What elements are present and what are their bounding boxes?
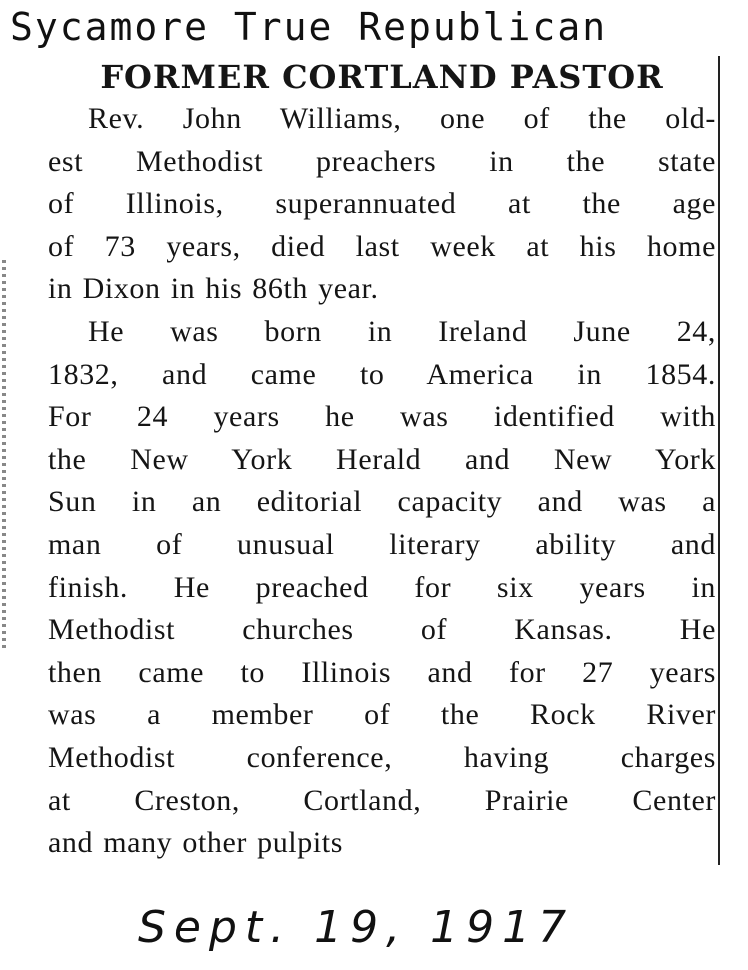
article-line: of Illinois, superannuated at the age xyxy=(48,187,716,221)
article-line: and many other pulpits xyxy=(48,826,343,860)
article-line: man of unusual literary ability and xyxy=(48,527,716,561)
article-line: He was born in Ireland June 24, xyxy=(88,314,716,348)
article-clipping xyxy=(48,56,720,865)
handwritten-date: Sept. 19, 1917 xyxy=(138,902,575,953)
scan-edge-mark xyxy=(2,260,6,650)
article-line: Rev. John Williams, one of the old- xyxy=(88,102,716,135)
article-line: Sun in an editorial capacity and was a xyxy=(48,485,716,519)
article-line: For 24 years he was identified with xyxy=(48,400,716,434)
article-line: Methodist churches of Kansas. He xyxy=(48,613,716,647)
article-line: est Methodist preachers in the state xyxy=(48,144,716,178)
article-line: then came to Illinois and for 27 years xyxy=(48,655,716,689)
article-headline: FORMER CORTLAND PASTOR xyxy=(100,58,664,96)
article-line: finish. He preached for six years in xyxy=(48,570,716,604)
article-line: was a member of the Rock River xyxy=(48,698,716,732)
article-line: the New York Herald and New York xyxy=(48,442,716,476)
article-line: Methodist conference, having charges xyxy=(48,740,716,774)
newspaper-name: Sycamore True Republican xyxy=(10,5,608,49)
article-line: at Creston, Cortland, Prairie Center xyxy=(48,783,716,817)
article-line: of 73 years, died last week at his home xyxy=(48,229,716,263)
article-line: 1832, and came to America in 1854. xyxy=(48,357,716,391)
article-line: in Dixon in his 86th year. xyxy=(48,272,379,306)
